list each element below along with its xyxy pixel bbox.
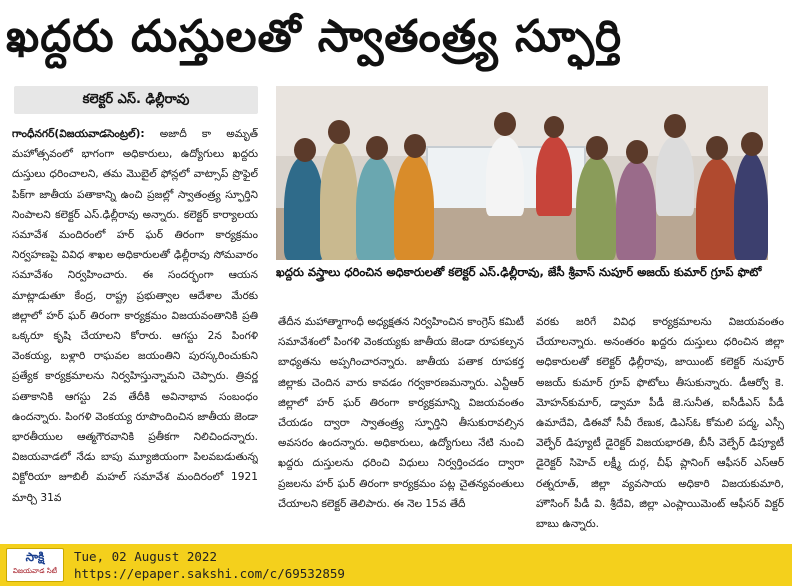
column-1-text: అజాదీ కా అమృత్ మహోత్సవంలో భాగంగా అధికారులు, ఉద్యోగులు ఖద్దరు దుస్తులు ధరించాలని, తమ మొబైల్ ఫోన్లలో వాట్సాప్ ప్రొఫైల్ పిక్‌గా జాతీయ పతాకాన్ని ఉంచి ప్రజల్లో స్వాతంత్ర్య స్ఫూర్తిని నింపాలని కలెక్టర్ ఎస్.ఢిల్లీరావు అన్నారు. కలెక్టర్ కార్యాలయ సమావేశ మందిరంలో హర్ ఘర్ తిరంగా కార్యక్రమం నిర్వహణపై వివిధ శాఖల అధికారులతో ఢిల్లీరావు సోమవారం సమావేశం నిర్వహించారు. ఈ సందర్భంగా ఆయన మాట్లాడుతూ కేంద్ర, రాష్ట్ర ప్రభుత్వాల ఆదేశాల మేరకు జిల్లాలో హర్ ఘర్ తిరంగా కార్యక్రమం విజయవంతానికి ప్రతి ఒక్కరూ కృషి చేయాలని కోరారు. ఆగస్టు 2న పింగళి వెంకయ్య, బళ్లారి రాఘవల జయంతిని పురస్కరించుకుని ప్రత్యేక కార్యక్రమాలను నిర్వహిస్తున్నామని చెప్పారు. త్రివర్ణ పతాకానికి ఆగస్టు 2వ తేదీకి అవినాభావ సంబంధం ఉందన్నారు. పింగళి వెంకయ్య రూపొందించిన జాతీయ జెండా భారతీయుల ఆత్మగౌరవానికి ప్రతీకగా నిలిచిందన్నారు. విజయవాడలో నేడు బాపు మ్యూజియంగా పిలవబడుతున్న విక్టోరియా జూబిలీ మహల్ సమావేశ మందిరంలో 1921 మార్చి 31వ	[12, 128, 258, 504]
sakshi-logo: సాక్షి విజయవాడ సిటీ	[6, 548, 64, 582]
dateline: గాంధీనగర్(విజయవాడసెంట్రల్):	[12, 128, 145, 140]
group-photo	[276, 86, 768, 260]
article-column-2	[278, 312, 524, 538]
article-column-3	[536, 312, 784, 538]
byline: కలెక్టర్ ఎస్. ఢిల్లీరావు	[14, 86, 258, 114]
column-3-text: వరకు జరిగే వివిధ కార్యక్రమాలను విజయవంతం చేయాలన్నారు. అనంతరం ఖద్దరు దుస్తులు ధరించిన జిల్లా అధికారులతో కలెక్టర్ ఢిల్లీరావు, జాయింట్ కలెక్టర్ నుపూర్ అజయ్ కుమార్ గ్రూప్ ఫొటోలు తీసుకున్నారు. డీఆర్వో కె. మోహన్‌కుమార్, డ్వామా పీడీ జె.సునీత, ఐసీడీఎస్ పీడీ ఉమాదేవి, డిఈవో సీవీ రేణుక, డిఎస్‌ఓ కోమలి పద్మ, ఎస్సీ వెల్ఫేర్ డిప్యూటీ డైరెక్టర్ విజయభారతి, బీసీ వెల్ఫేర్ డిప్యూటీ డైరెక్టర్ సిహెచ్ లక్ష్మీ దుర్గ, చీఫ్ ప్లానింగ్ ఆఫీసర్ ఎస్ఆర్ రత్నరూత్, జిల్లా వ్యవసాయ అధికారి విజయకుమారి, హౌసింగ్ పీడీ వి. శ్రీదేవి, జిల్లా ఎంప్లాయిమెంట్ ఆఫీసర్ విక్టర్ బాబు ఉన్నారు.	[536, 316, 784, 531]
footer-meta	[74, 548, 474, 582]
headline: ఖద్దరు దుస్తులతో స్వాతంత్ర్య స్ఫూర్తి	[6, 11, 623, 62]
article-column-1	[12, 124, 258, 538]
publication-date: Tue, 02 August 2022	[74, 549, 217, 564]
column-2-text: తేదీన మహాత్మాగాంధీ అధ్యక్షతన నిర్వహించిన కాంగ్రెస్ కమిటీ సమావేశంలో పింగళి వెంకయ్యకు జాతీయ జెండా రూపకల్పన బాధ్యతను అప్పగించారన్నారు. జాతీయ పతాక రూపకర్త జిల్లాకు చెందిన వారు కావడం గర్వకారణమన్నారు. ఎన్టీఆర్ జిల్లాలో హర్ ఘర్ తిరంగా కార్యక్రమాన్ని విజయవంతం చేయడం ద్వారా స్వాతంత్ర్య స్ఫూర్తిని తీసుకురావల్సిన అవసరం ఉందన్నారు. అధికారులు, ఉద్యోగులు నేటి నుంచి ఖద్దరు దుస్తులను ధరించి విధులు నిర్వర్తించడం ద్వారా ప్రజలను హర్ ఘర్ తిరంగా కార్యక్రమం పట్ల చైతన్యవంతులు చేయాలని కలెక్టర్ తెలిపారు. ఈ నెల 15వ తేదీ	[278, 316, 524, 510]
footer-bar	[0, 544, 792, 586]
photo-caption: ఖద్దరు వస్త్రాలు ధరించిన అధికారులతో కలెక్టర్ ఎస్.ఢిల్లీరావు, జేసీ శ్రీవాస్ నుపూర్ అజయ్ కుమార్ గ్రూప్ ఫొటో	[276, 265, 762, 279]
epaper-url[interactable]: https://epaper.sakshi.com/c/69532859	[74, 566, 345, 581]
